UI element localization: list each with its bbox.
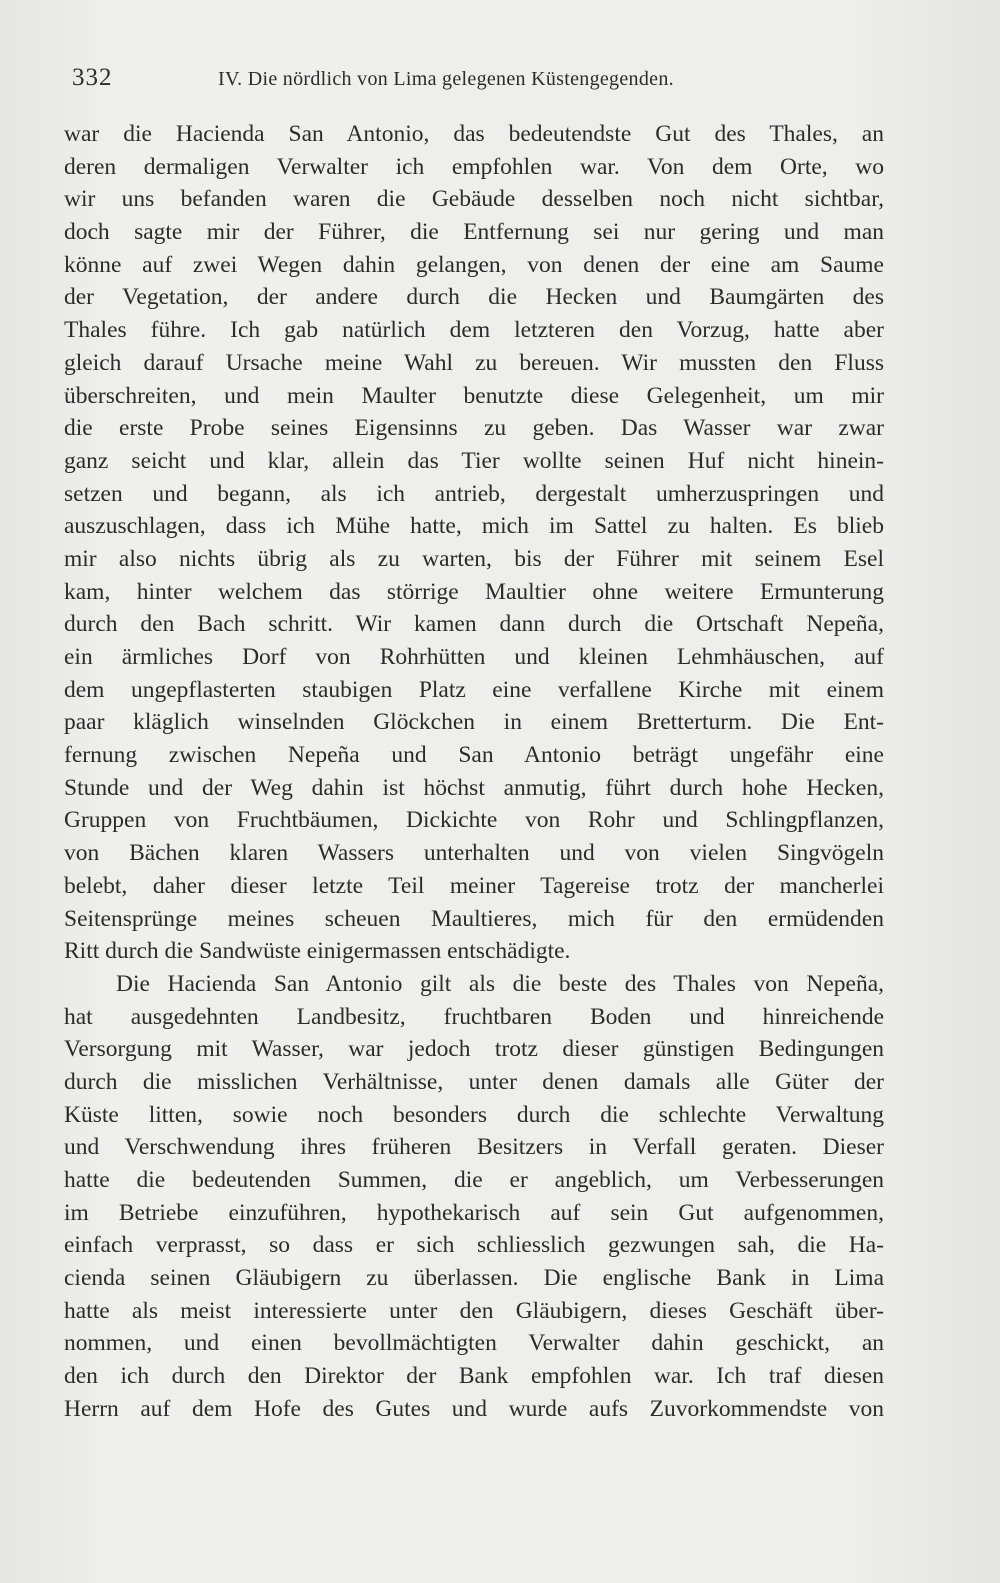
text-line: cienda seinen Gläubigern zu überlassen. Die englische Bank in Lima: [64, 1265, 884, 1292]
text-line: die erste Probe seines Eigensinns zu geben. Das Wasser war zwar: [64, 415, 884, 442]
text-line: könne auf zwei Wegen dahin gelangen, von denen der eine am Saume: [64, 251, 884, 278]
text-line: Thales führe. Ich gab natürlich dem letzteren den Vorzug, hatte aber: [64, 317, 884, 344]
text-line: Küste litten, sowie noch besonders durch die schlechte Verwaltung: [64, 1101, 884, 1128]
text-line: durch die misslichen Verhältnisse, unter denen damals alle Güter der: [64, 1068, 884, 1095]
text-line: Gruppen von Fruchtbäumen, Dickichte von Rohr und Schlingpflanzen,: [64, 807, 884, 834]
text-line: nommen, und einen bevollmächtigten Verwalter dahin geschickt, an: [64, 1330, 884, 1357]
text-line: Versorgung mit Wasser, war jedoch trotz dieser günstigen Bedingungen: [64, 1036, 884, 1063]
text-line: überschreiten, und mein Maulter benutzte diese Gelegenheit, um mir: [64, 382, 884, 409]
text-line: belebt, daher dieser letzte Teil meiner Tagereise trotz der mancherlei: [64, 872, 884, 899]
text-line: ganz seicht und klar, allein das Tier wollte seinen Huf nicht hinein-: [64, 447, 884, 474]
text-line: fernung zwischen Nepeña und San Antonio beträgt ungefähr eine: [64, 742, 884, 769]
text-line: Herrn auf dem Hofe des Gutes und wurde aufs Zuvorkommendste von: [64, 1395, 884, 1422]
text-line: war die Hacienda San Antonio, das bedeutendste Gut des Thales, an: [64, 121, 884, 147]
text-line: dem ungepflasterten staubigen Platz eine verfallene Kirche mit einem: [64, 676, 884, 703]
text-line: im Betriebe einzuführen, hypothekarisch auf sein Gut aufgenommen,: [64, 1199, 884, 1226]
text-line: kam, hinter welchem das störrige Maultier ohne weitere Ermunterung: [64, 578, 884, 605]
text-line: wir uns befanden waren die Gebäude desselben noch nicht sichtbar,: [64, 186, 884, 213]
text-line: und Verschwendung ihres früheren Besitzers in Verfall geraten. Dieser: [64, 1134, 884, 1161]
paragraph-start-line: Die Hacienda San Antonio gilt als die beste des Thales von Nepeña,: [116, 970, 884, 997]
text-line: Seitensprünge meines scheuen Maultieres, mich für den ermüdenden: [64, 905, 884, 932]
text-line: deren dermaligen Verwalter ich empfohlen war. Von dem Orte, wo: [64, 153, 884, 180]
text-line: auszuschlagen, dass ich Mühe hatte, mich im Sattel zu halten. Es blieb: [64, 513, 884, 540]
text-line: den ich durch den Direktor der Bank empfohlen war. Ich traf diesen: [64, 1363, 884, 1390]
text-line: durch den Bach schritt. Wir kamen dann durch die Ortschaft Nepeña,: [64, 611, 884, 638]
body-text: [64, 118, 884, 1426]
text-line: der Vegetation, der andere durch die Hecken und Baumgärten des: [64, 284, 884, 311]
paragraph-end-line: Ritt durch die Sandwüste einigermassen entschädigte.: [64, 938, 571, 965]
text-line: doch sagte mir der Führer, die Entfernung sei nur gering und man: [64, 219, 884, 246]
text-line: hatte die bedeutenden Summen, die er angeblich, um Verbesserungen: [64, 1167, 884, 1193]
page-number: 332: [72, 64, 113, 91]
text-line: setzen und begann, als ich antrieb, dergestalt umherzuspringen und: [64, 480, 884, 507]
text-line: mir also nichts übrig als zu warten, bis der Führer mit seinem Esel: [64, 545, 884, 572]
text-line: paar kläglich winselnden Glöckchen in einem Bretterturm. Die Ent-: [64, 709, 884, 736]
text-line: Stunde und der Weg dahin ist höchst anmutig, führt durch hohe Hecken,: [64, 774, 884, 801]
text-line: einfach verprasst, so dass er sich schliesslich gezwungen sah, die Ha-: [64, 1232, 884, 1259]
page-header: [72, 64, 892, 98]
text-line: von Bächen klaren Wassers unterhalten und von vielen Singvögeln: [64, 840, 884, 867]
text-line: hatte als meist interessierte unter den Gläubigern, dieses Geschäft über-: [64, 1297, 884, 1324]
text-line: hat ausgedehnten Landbesitz, fruchtbaren Boden und hinreichende: [64, 1003, 884, 1030]
text-line: gleich darauf Ursache meine Wahl zu bereuen. Wir mussten den Fluss: [64, 349, 884, 376]
text-line: ein ärmliches Dorf von Rohrhütten und kleinen Lehmhäuschen, auf: [64, 644, 884, 670]
running-title: IV. Die nördlich von Lima gelegenen Küstengegenden.: [218, 68, 674, 90]
